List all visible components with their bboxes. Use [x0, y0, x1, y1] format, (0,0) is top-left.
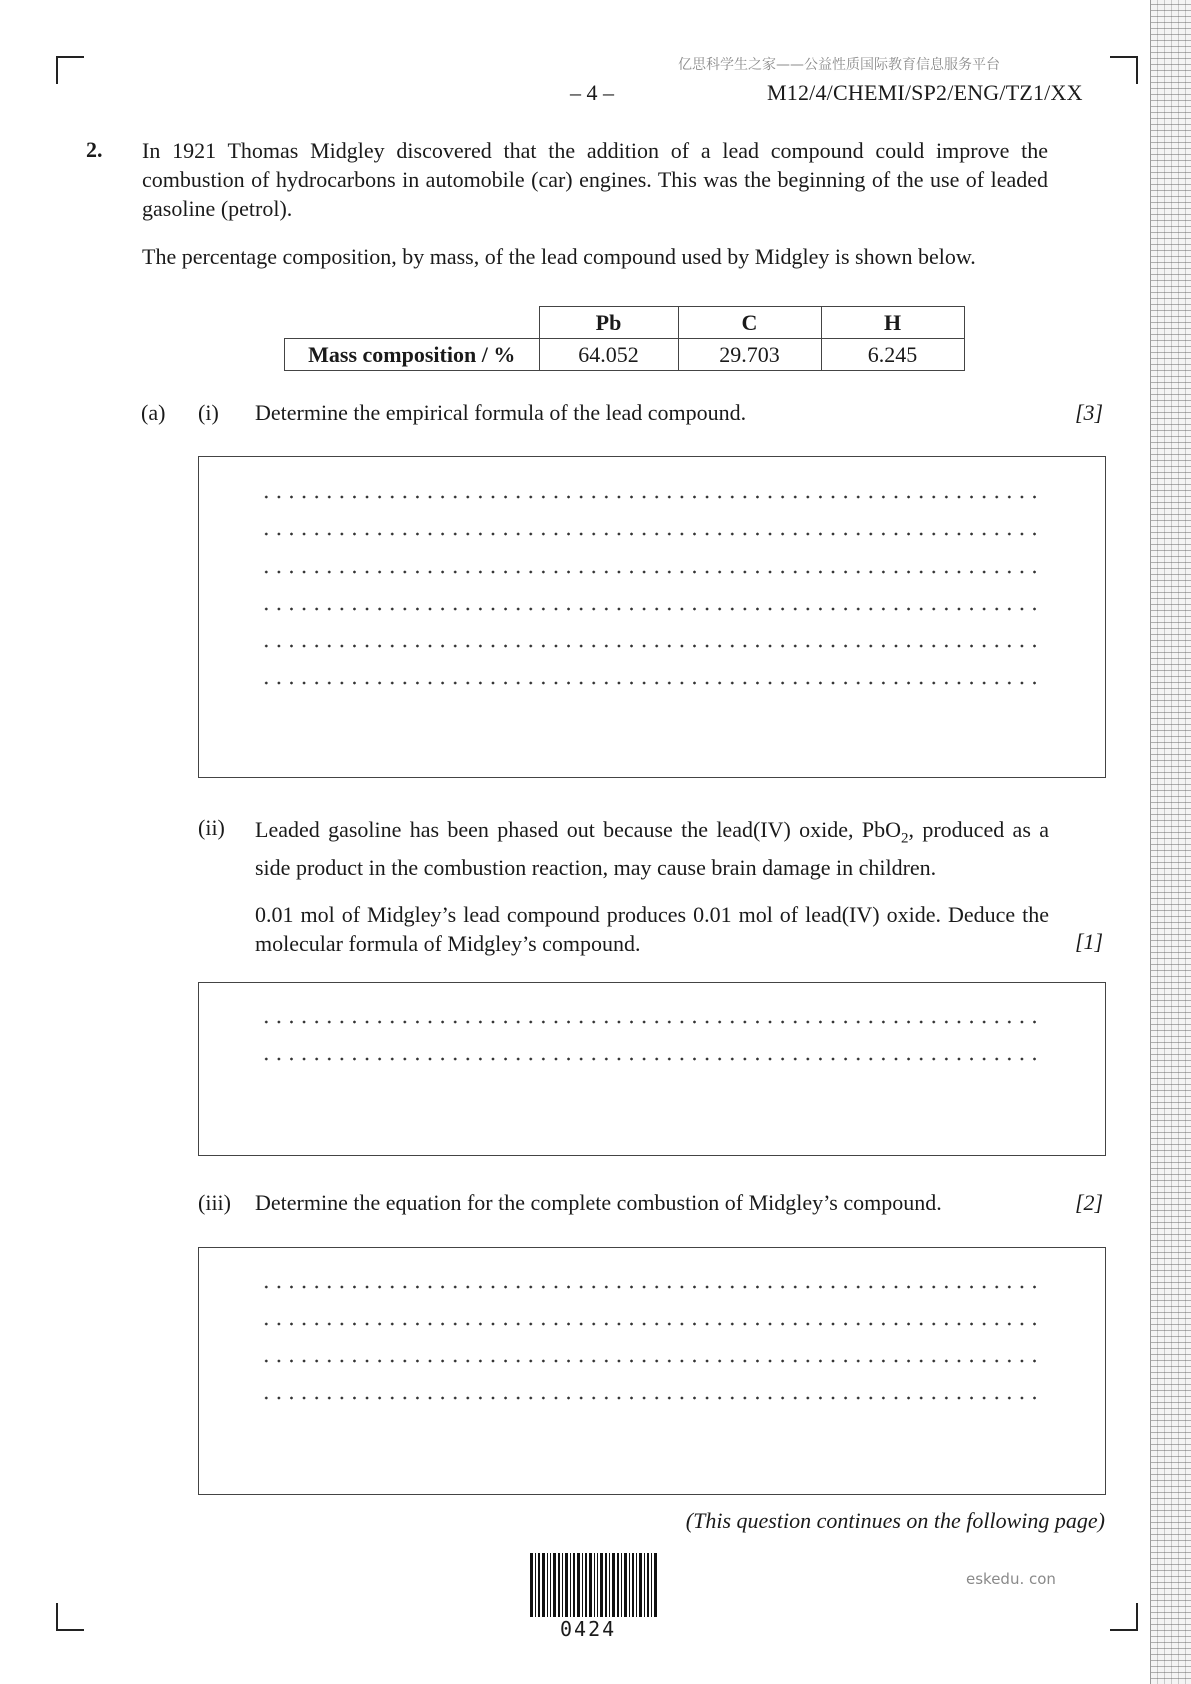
answer-line: [260, 681, 1045, 685]
part-a-label: (a): [141, 400, 166, 425]
answer-line: [260, 495, 1045, 499]
part-a-i-question: Determine the empirical formula of the lead compound.: [255, 400, 747, 425]
page-edge-pattern: [1150, 0, 1191, 1684]
part-a-ii-question: 0.01 mol of Midgley’s lead compound produces 0.01 mol of lead(IV) oxide. Deduce the molecular formula of Midgley’s compound.: [255, 902, 1049, 956]
part-a-ii-text-before: Leaded gasoline has been phased out because the lead(IV) oxide, PbO: [255, 817, 902, 842]
composition-table: [284, 306, 965, 371]
site-watermark: eskedu. con: [966, 1570, 1056, 1588]
table-value-pb: 64.052: [539, 339, 678, 371]
answer-line: [260, 1359, 1045, 1363]
barcode: [530, 1553, 660, 1617]
part-a-iii-label: (iii): [198, 1190, 231, 1215]
answer-line: [260, 644, 1045, 648]
barcode-number: 0424: [560, 1617, 617, 1641]
table-value-h: 6.245: [821, 339, 964, 371]
part-a-ii-marks: [1]: [1075, 929, 1104, 954]
answer-line: [260, 1020, 1045, 1024]
answer-line: [260, 1322, 1045, 1326]
table-header-c: C: [678, 307, 821, 339]
crop-mark-top-left: [56, 56, 84, 84]
question-intro-composition: The percentage composition, by mass, of the lead compound used by Midgley is shown below.: [142, 244, 976, 269]
answer-line: [260, 1285, 1045, 1289]
part-a-iii-marks: [2]: [1075, 1190, 1104, 1215]
table-row-label: Mass composition / %: [285, 339, 540, 371]
part-a-iii-question: Determine the equation for the complete combustion of Midgley’s compound.: [255, 1190, 942, 1215]
table-value-c: 29.703: [678, 339, 821, 371]
answer-box-a-i[interactable]: [198, 456, 1106, 778]
table-header-row: [285, 307, 965, 339]
answer-line: [260, 532, 1045, 536]
part-a-ii-label: (ii): [198, 815, 225, 840]
paper-code: M12/4/CHEMI/SP2/ENG/TZ1/XX: [767, 80, 1083, 105]
part-a-ii-text-after: , produced as a side product in the combustion reaction, may cause brain damage in children.: [255, 817, 1049, 881]
answer-box-a-ii[interactable]: [198, 982, 1106, 1156]
part-a-ii-context: [255, 815, 1049, 882]
table-blank-cell: [285, 307, 540, 339]
part-a-ii-subscript: 2: [901, 830, 909, 847]
crop-mark-top-right: [1110, 56, 1138, 84]
crop-mark-bottom-right: [1110, 1603, 1138, 1631]
question-intro: In 1921 Thomas Midgley discovered that the addition of a lead compound could improve the combustion of hydrocarbons in automobile (car) engines. This was the beginning of the use of leaded gasoline (petrol).: [142, 138, 1048, 221]
continues-note: (This question continues on the following page): [685, 1508, 1105, 1533]
answer-line: [260, 607, 1045, 611]
page-number: – 4 –: [570, 80, 614, 105]
answer-line: [260, 1057, 1045, 1061]
table-header-pb: Pb: [539, 307, 678, 339]
answer-line: [260, 1396, 1045, 1400]
header-watermark: 亿思科学生之家——公益性质国际教育信息服务平台: [678, 57, 1000, 73]
part-a-i-label: (i): [198, 400, 219, 425]
table-header-h: H: [821, 307, 964, 339]
part-a-i-marks: [3]: [1075, 400, 1104, 425]
table-row: [285, 339, 965, 371]
crop-mark-bottom-left: [56, 1603, 84, 1631]
question-number: 2.: [86, 137, 103, 162]
answer-line: [260, 570, 1045, 574]
